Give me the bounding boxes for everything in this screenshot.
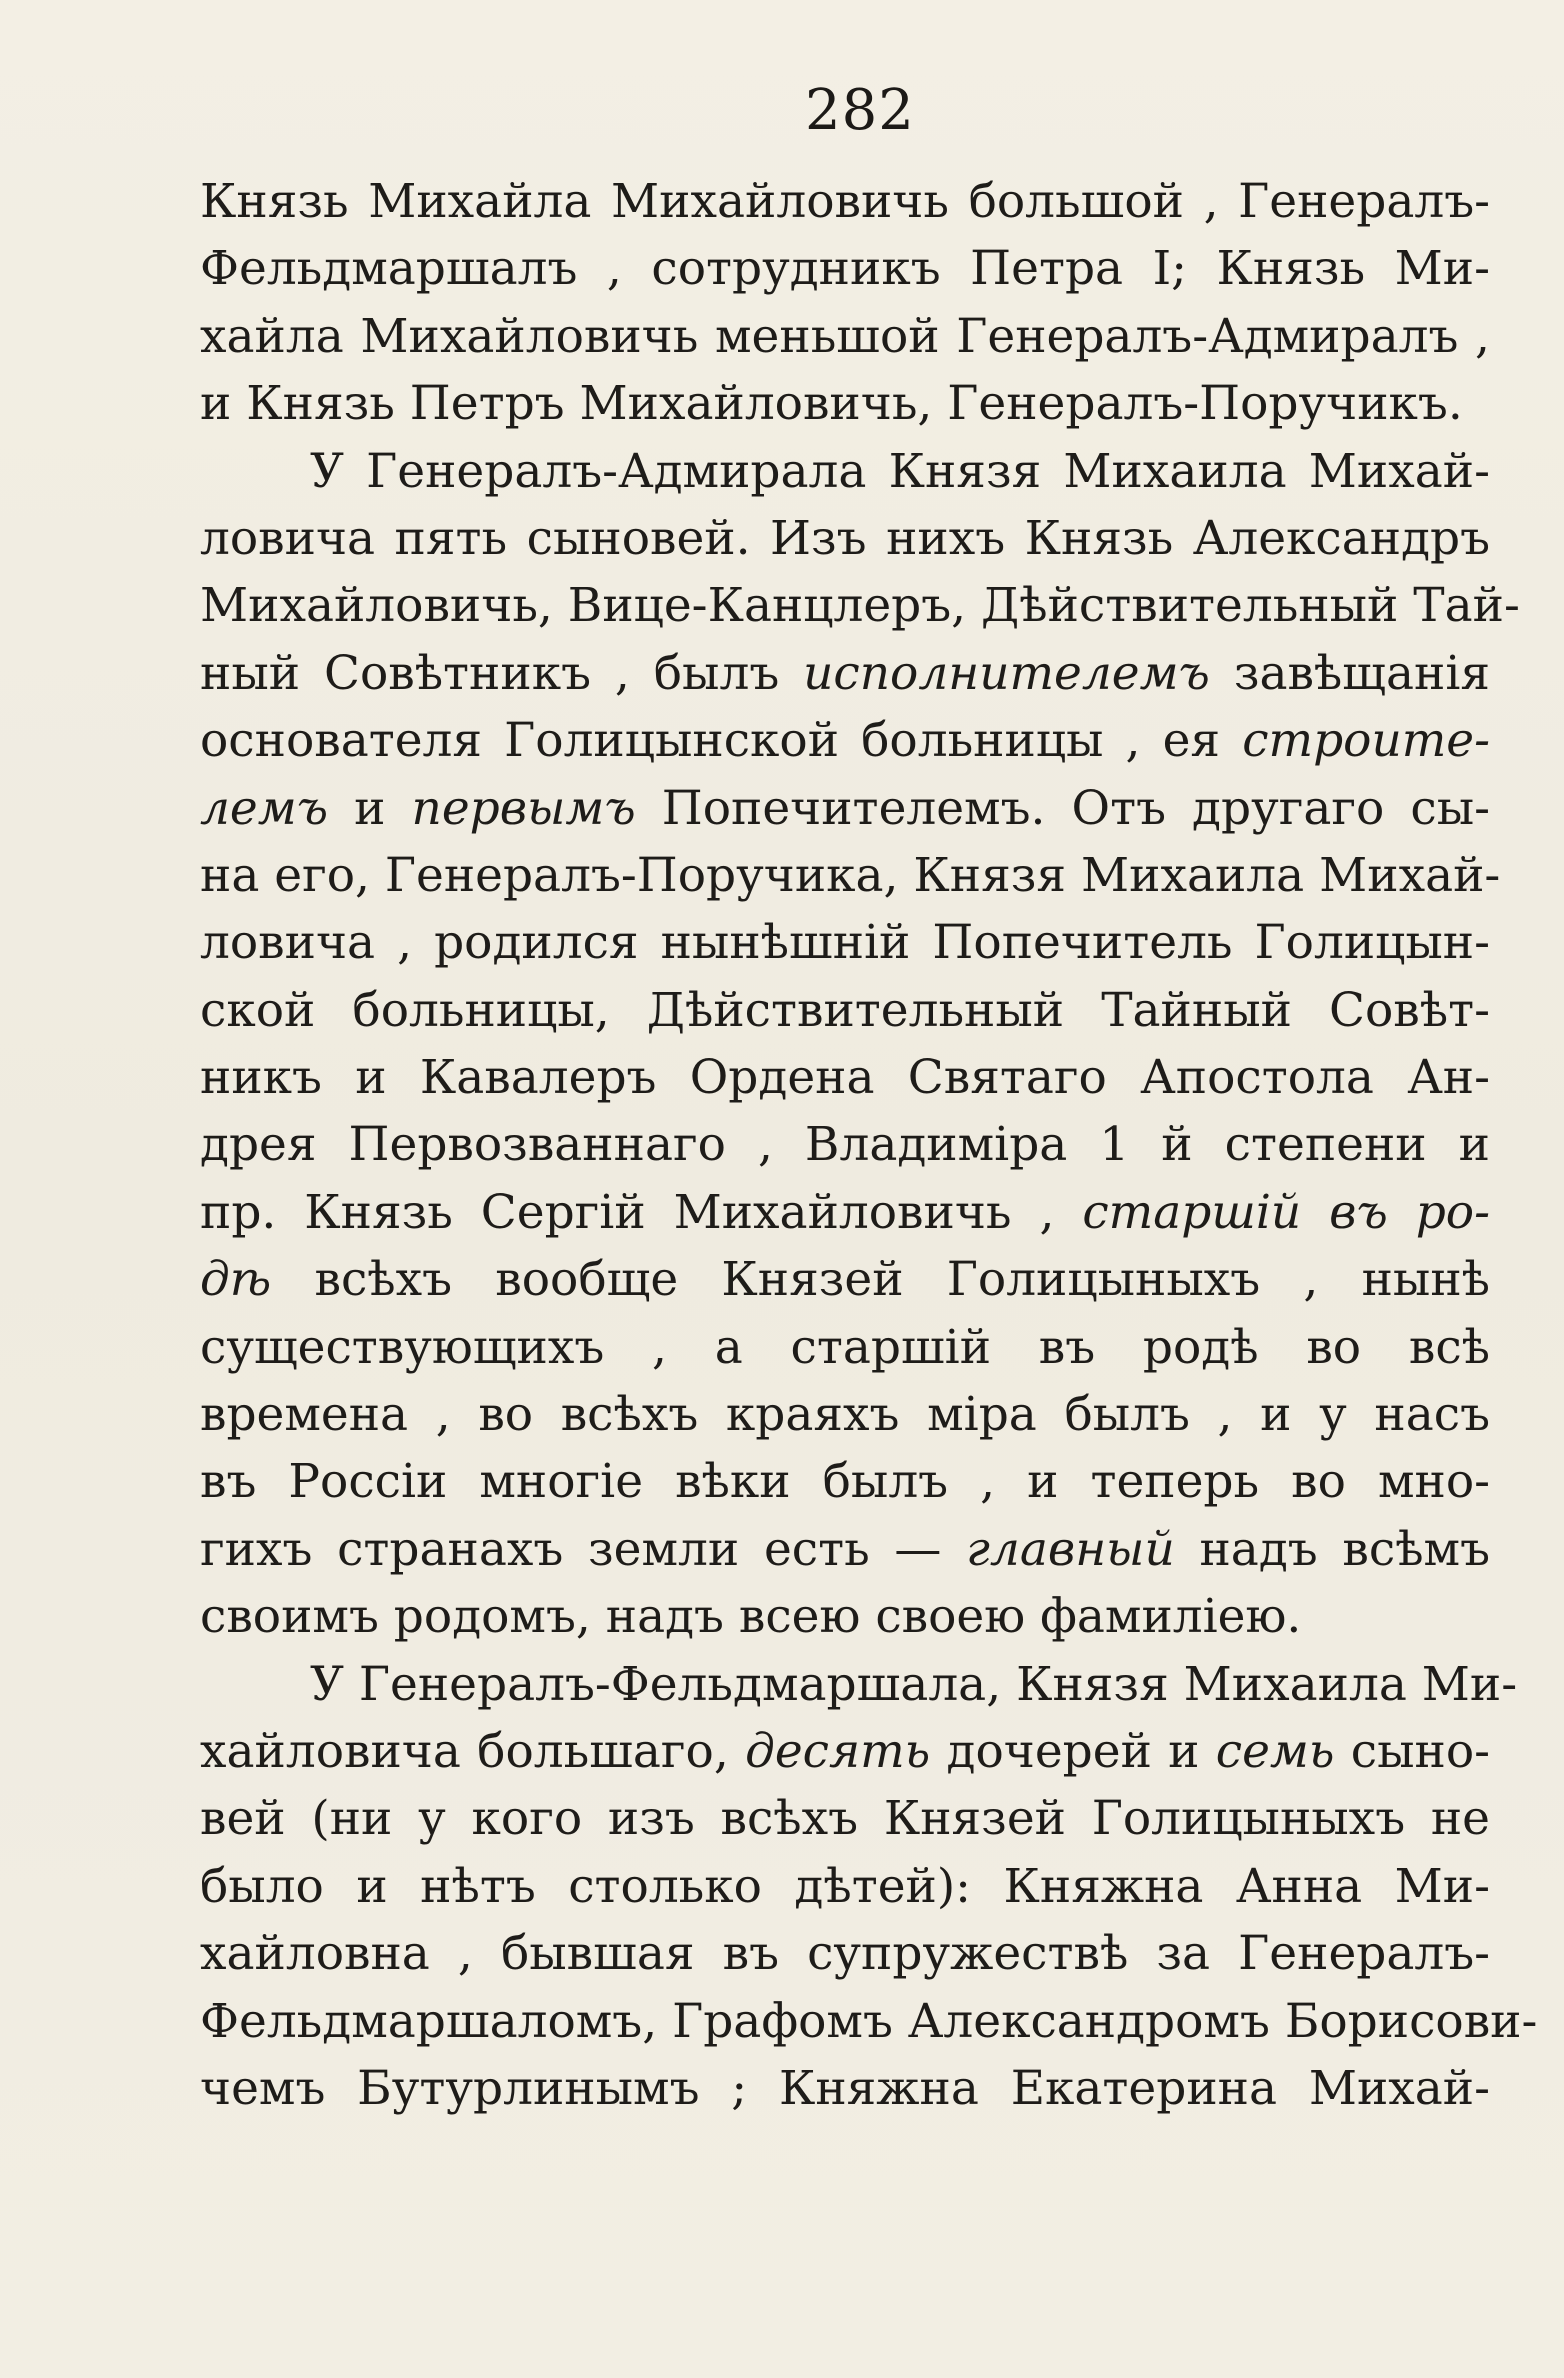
italic-text: семь [1215,1723,1335,1779]
text-line [200,572,1520,639]
text-segment: Князь Михайла Михайловичь большой , Генералъ- [200,174,1490,229]
text-line [200,707,1490,774]
text-line [200,1853,1490,1920]
text-line [200,1179,1490,1246]
text-line [200,977,1490,1044]
text-segment: было и нѣтъ столько дѣтей): Княжна Анна Ми- [200,1858,1490,1914]
text-segment: Попечителемъ. Отъ другаго сы- [635,780,1490,836]
text-segment: ской больницы, Дѣйствительный Тайный Совѣт- [200,982,1490,1038]
text-segment: своимъ родомъ, надъ всею своею фамиліею. [200,1589,1302,1645]
text-segment: основателя Голицынской больницы , ея [200,713,1243,769]
text-segment: ловича пять сыновей. Изъ нихъ Князь Александръ [200,510,1490,566]
text-line [200,235,1490,302]
text-segment: существующихъ , а старшій въ родѣ во всѣ [200,1319,1490,1375]
text-segment: въ Россіи многіе вѣки былъ , и теперь во мно- [200,1454,1490,1510]
text-line [200,1246,1490,1313]
text-segment: пр. Князь Сергій Михайловичь , [200,1184,1083,1240]
italic-text: исполнителемъ [803,645,1210,701]
text-line [200,168,1490,235]
italic-text: главный [966,1521,1175,1577]
text-line [200,1111,1490,1178]
italic-text: дѣ [200,1252,272,1308]
text-segment: ный Совѣтникъ , былъ [200,645,804,701]
text-segment: У Генералъ-Фельдмаршала, Князя Михаила Ми- [310,1656,1518,1712]
page-number: 282 [805,78,915,143]
text-line [200,1516,1490,1583]
text-segment: времена , во всѣхъ краяхъ міра былъ , и у насъ [200,1387,1490,1443]
text-segment: ловича , родился нынѣшній Попечитель Голицын- [200,915,1490,971]
text-line [200,1920,1490,1987]
text-segment: дрея Первозваннаго , Владиміра 1 й степени и [200,1117,1490,1173]
text-segment: дочерей и [930,1723,1216,1779]
text-line [200,1381,1490,1448]
text-segment: завѣщанія [1209,645,1490,701]
text-line [200,2055,1490,2122]
text-line [200,842,1501,909]
text-segment: У Генералъ-Адмирала Князя Михаила Михай- [310,443,1490,499]
text-segment: чемъ Бутурлинымъ ; Княжна Екатерина Михай- [200,2060,1490,2116]
text-line [200,1448,1490,1515]
text-line [200,1785,1490,1852]
italic-text: первымъ [411,780,636,836]
body-text [200,168,1538,2122]
text-segment: никъ и Кавалеръ Ордена Святаго Апостола Ан- [200,1050,1490,1106]
text-segment: хайловича большаго, [200,1723,746,1779]
text-line [200,1044,1490,1111]
text-segment: хайловна , бывшая въ супружествѣ за Генералъ- [200,1926,1490,1982]
text-segment: гихъ странахъ земли есть — [200,1521,967,1577]
italic-text: лемъ [200,780,329,836]
text-line [200,640,1490,707]
italic-text: строите- [1242,713,1490,769]
text-segment: сыно- [1334,1723,1490,1779]
text-line [200,1651,1518,1718]
text-line [200,1583,1490,1650]
text-segment: на его, Генералъ-Поручика, Князя Михаила Михай- [200,847,1501,903]
text-segment: надъ всѣмъ [1174,1521,1490,1577]
text-line [200,909,1490,976]
text-line [200,303,1490,370]
italic-text: старшій въ ро- [1082,1184,1490,1240]
text-segment: Михайловичь, Вице-Канцлеръ, Дѣйствительный Тай- [200,578,1520,634]
text-line [200,438,1490,505]
text-segment: и [328,780,412,836]
text-segment: всѣхъ вообще Князей Голицыныхъ , нынѣ [271,1252,1490,1308]
text-line [200,1314,1490,1381]
text-line [200,370,1490,437]
italic-text: десять [745,1723,931,1779]
text-segment: Фельдмаршалъ , сотрудникъ Петра I; Князь Ми- [200,241,1490,297]
text-line [200,1718,1490,1785]
text-line [200,775,1490,842]
text-segment: хайла Михайловичь меньшой Генералъ-Адмиралъ , [200,308,1490,364]
text-segment: Фельдмаршаломъ, Графомъ Александромъ Борисови- [200,1993,1538,2049]
text-line [200,1988,1538,2055]
text-line [200,505,1490,572]
text-segment: вей (ни у кого изъ всѣхъ Князей Голицыныхъ не [200,1791,1490,1847]
text-segment: и Князь Петръ Михайловичь, Генералъ-Поручикъ. [200,376,1463,432]
